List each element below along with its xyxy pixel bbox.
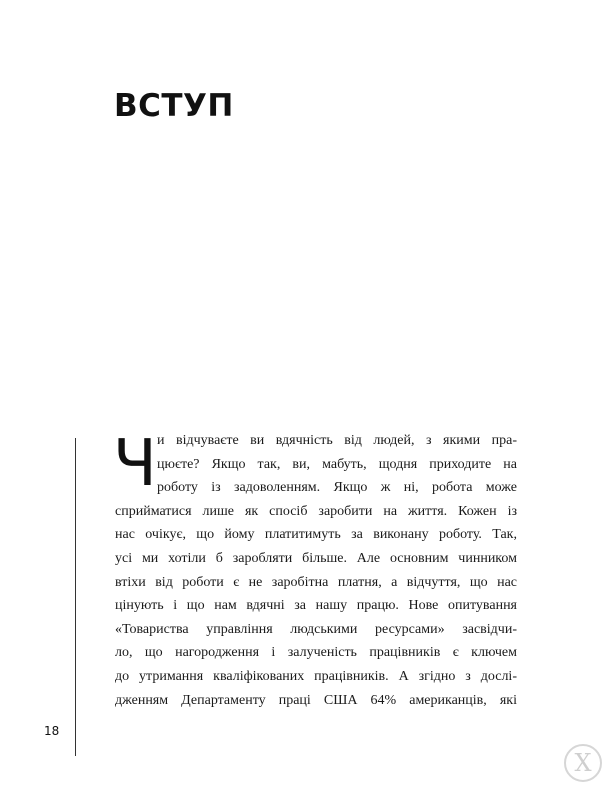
text-line: усі ми хотіли б заробляти більше. Але основним чинником [115,550,517,566]
page-number: 18 [44,724,60,738]
text-line: «Товариства управління людськими ресурсами» засвідчи- [115,621,517,637]
text-line: цюєте? Якщо так, ви, мабуть, щодня приходите на [157,456,517,472]
drop-cap: Ч [113,427,157,501]
chapter-title: ВСТУП [114,88,234,124]
margin-rule [75,438,76,756]
text-line: до утримання кваліфікованих працівників. А згідно з дослі- [115,668,517,684]
text-line: роботу із задоволенням. Якщо ж ні, робота може [157,480,517,496]
publisher-logo-icon [564,744,602,782]
body-paragraph [115,429,517,712]
text-line: и відчуваєте ви вдячність від людей, з якими пра- [157,433,517,448]
text-line: нас очікує, що йому платитимуть за виконану роботу. Так, [115,527,517,543]
text-line: ло, що нагородження і залученість працівників є ключем [115,645,517,661]
text-line: дженням Департаменту праці США 64% американців, які [115,692,517,708]
text-line: втіхи від роботи є не заробітна платня, а відчуття, що нас [115,574,517,590]
text-line: цінують і що нам вдячні за нашу працю. Нове опитування [115,598,517,614]
publisher-logo-glyph: Х [574,749,592,777]
text-line: сприйматися лише як спосіб заробити на життя. Кожен із [115,503,517,519]
